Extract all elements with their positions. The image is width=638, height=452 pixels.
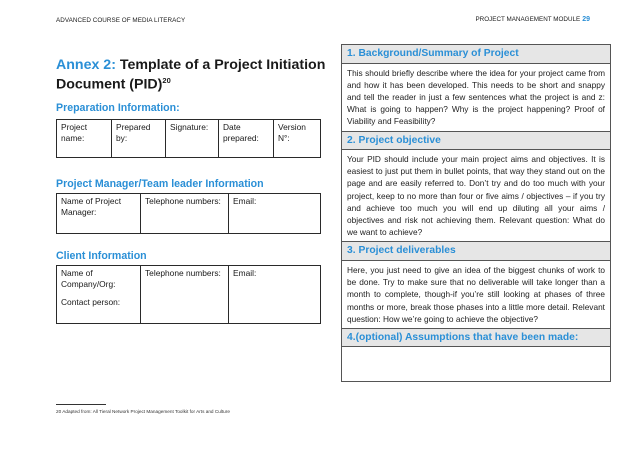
preparation-table (56, 119, 321, 158)
manager-table (56, 193, 321, 234)
background-heading: 1. Background/Summary of Project (342, 45, 610, 64)
manager-phone-cell: Telephone numbers: (141, 194, 229, 234)
signature-cell: Signature: (166, 120, 219, 158)
deliverables-heading: 3. Project deliverables (342, 242, 610, 261)
objective-heading: 2. Project objective (342, 132, 610, 151)
page-number: 29 (582, 16, 590, 23)
footnote-ref: 20 (162, 76, 171, 85)
manager-name-cell: Name of Project Manager: (57, 194, 141, 234)
assumptions-body (342, 347, 610, 381)
date-prepared-cell: Date prepared: (219, 120, 274, 158)
project-name-cell: Project name: (57, 120, 112, 158)
assumptions-heading: 4.(optional) Assumptions that have been made: (342, 329, 610, 348)
annex-prefix: Annex 2: (56, 57, 116, 73)
manager-email-cell: Email: (229, 194, 321, 234)
client-heading: Client Information (56, 250, 147, 262)
pid-sections-box (341, 44, 611, 382)
running-header-title: ADVANCED COURSE OF MEDIA LITERACY (56, 17, 186, 24)
annex-title-text: Template of a Project Initiation Document (PID) (56, 57, 326, 93)
company-label: Name of Company/Org: (61, 268, 116, 289)
running-header-module (475, 16, 590, 23)
annex-title (56, 57, 326, 93)
client-email-cell: Email: (229, 266, 321, 324)
client-table (56, 265, 321, 324)
footnote: 20 Adapted from: All Tieral Network Project Management Toolkit for Arts and Culture (56, 409, 230, 414)
client-name-cell (57, 266, 141, 324)
client-phone-cell: Telephone numbers: (141, 266, 229, 324)
background-body: This should briefly describe where the idea for your project came from and how it has been developed. This needs to be short and snappy and tell the reader in just a few sentences what the project is and z: What is going to happen? Why is the project happening? Proof of Viability and Feasibility? (342, 64, 610, 132)
manager-heading: Project Manager/Team leader Information (56, 178, 264, 190)
objective-body: Your PID should include your main project aims and objectives. It is easiest to just put them in bullet points, that way they stand out on the page and are easily referred to. Don’t try and do too much with your project, keep to no more than four or five aims / objectives – if you try and achieve too much you will end up diluting all your aims / objectives and risk not achieving them. Relevant question: What do we want to achieve? (342, 150, 610, 242)
preparation-heading: Preparation Information: (56, 102, 180, 114)
prepared-by-cell: Prepared by: (112, 120, 166, 158)
deliverables-body: Here, you just need to give an idea of the biggest chunks of work to be done. Try to make sure that no deliverable will take longer than a month to complete, though-if you’re still looking at phases of three months or more, break those phases into a little more detail. Relevant question: How we’re going to achieve the objective? (342, 261, 610, 329)
version-cell: Version N°: (274, 120, 321, 158)
footnote-rule (56, 404, 106, 405)
contact-label: Contact person: (61, 297, 121, 307)
module-name: PROJECT MANAGEMENT MODULE (475, 16, 581, 23)
